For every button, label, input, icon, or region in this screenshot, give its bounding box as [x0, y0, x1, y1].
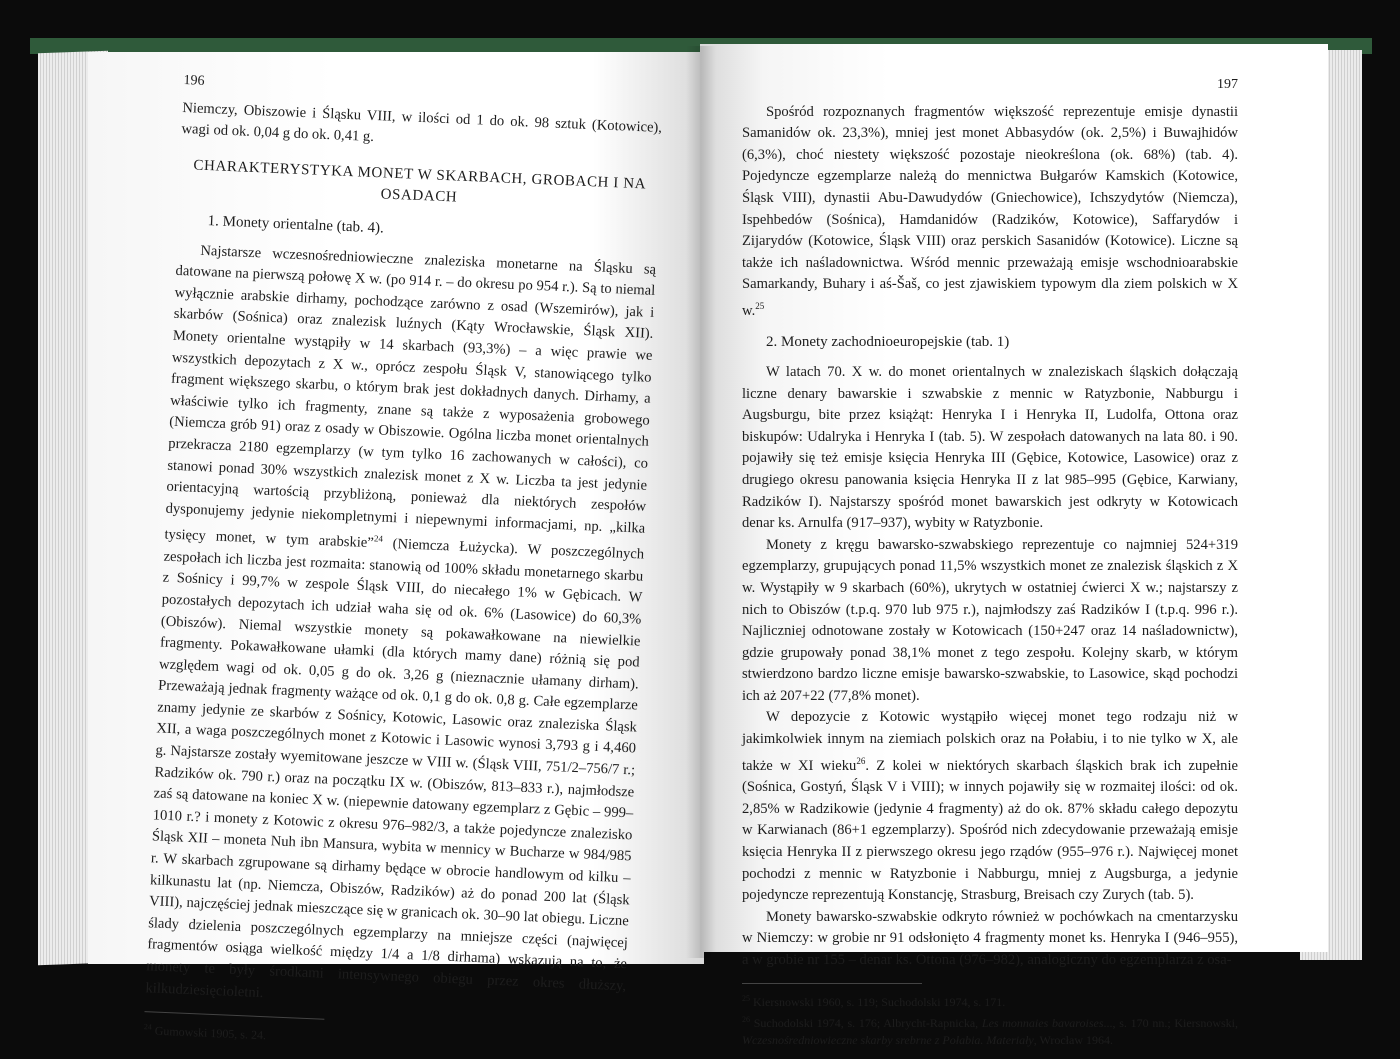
body-paragraph [145, 239, 656, 1019]
footnote-reference: 26 [856, 755, 866, 766]
section-heading-zachodnioeuropejskie: 2. Monety zachodnioeuropejskie (tab. 1) [766, 334, 1010, 351]
chapter-heading: CHARAKTERYSTYKA MONET W SKARBACH, GROBACH I NA OSADACH [193, 157, 647, 206]
footnote [143, 1018, 623, 1059]
left-page [88, 52, 704, 1043]
body-paragraph: W latach 70. X w. do monet orientalnych w znaleziskach śląskich dołączają liczne denary bawarskie i szwabskie z mennic w Ratyzbonie, Nabburgu i Augsburgu, bite przez książąt: Henryka I i Henryka II, Ludolfa, Ottona oraz biskupów: Udalryka i Henryka I (tab. 5). W zespołach datowanych na lata 80. i 90. pojawiły się też emisje księcia Henryka III (Gębice, Kotowice, Lasowice) oraz z drugiego okresu panowania księcia Henryka II z lat 985–995 (Gębice, Karwiany, Radzików I). Najstarszy spośród monet bawarskich jest odkryty w Kotowicach denar ks. Arnulfa (917–937), wybity w Ratyzbonie. [742, 363, 1238, 532]
body-paragraph [742, 102, 1238, 323]
footnote-number: 25 [742, 994, 750, 1004]
paragraph-text: . Z kolei w niektórych skarbach śląskich brak ich zupełnie (Sośnica, Gostyń, Śląsk V i VIII); w innych pojawiły się w rozmaitej ilości: od ok. 2,85% w Radzikowie (jedynie 4 fragmenty) aż do ok. 87% składu całego depozytu w Karwianach (86+1 egzemplarzy). Spośród nich zdecydowanie przeważają emisje księcia Henryka II z pierwszego okresu jego rządów (955–976 r.). Najwięcej monet pochodzi z mennic w Ratyzbonie i Nabburgu, mniej z Augsburga, a jedynie pojedyncze reprezentują Konstancję, Strasburg, Breisach czy Zurych (tab. 5). [742, 757, 1238, 904]
book-gutter-shadow [686, 46, 716, 958]
paragraph-text: Spośród rozpoznanych fragmentów większość reprezentuje emisje dynastii Samanidów ok. 23,3%), mniej jest monet Abbasydów (ok. 2,5%) i Buwajhidów (6,3%), choć niestety większość pozostaje nieokreślona (ok. 68%) (tab. 4). Pojedyncze egzemplarze należą do mennictwa Bułgarów Kamskich (Kotowice, Śląsk VIII), dynastii Abu-Dawudydów (Gniechowice), Ichszydytów (Niemcza), Ispehbedów (Sośnica), Hamdanidów (Radzików, Kotowice), Saffarydów i Zijarydów (Kotowice, Śląsk VIII) oraz perskich Sasanidów (Kotowice). Liczne są także ich naśladownictwa. Wśród mennic przeważają emisje wschodnioarabskie Samarkandy, Buhary i aś-Šaš, co jest zjawiskiem typowym dla ziem polskich w X w. [742, 103, 1238, 319]
body-paragraph: Monety bawarsko-szwabskie odkryto również w pochówkach na cmentarzysku w Niemczy: w grobie nr 91 odsłonięto 4 fragmenty monet ks. Henryka I (946–955), a w grobie nr 155 – denar ks. Ottona (976–982), analogiczny do egzemplarza z osa- [742, 908, 1238, 968]
paragraph-text: (Niemcza Łużycka). W poszczególnych zespołach ich liczba jest rozmaita: stanowią od 100% składu monetarnego skarbu z Sośnicy i 99,7% w zespole Śląsk VIII, do niecałego 1% w Gębicach. W pozostałych depozytach ich udział waha się od ok. 6% (Lasowice) do 60,3% (Obiszów). Niemal wszystkie monety są pokawałkowane na niewielkie fragmenty. Pokawałkowane ułamki (dla których mamy dane) różnią się pod względem wagi od ok. 0,05 g do ok. 3,26 g (nieznacznie ułamany dirham). Przeważają jednak fragmenty ważące od ok. 0,1 g do ok. 0,8 g. Całe egzemplarze znamy jedynie ze skarbów z Sośnicy, Kotowic, Lasowic oraz znaleziska Śląsk XII, a waga poszczególnych monet z Kotowic i Lasowic wynosi 3,793 g i 4,460 g. Najstarsze zostały wyemitowane jeszcze w VIII w. (Śląsk VIII, 751/2–756/7 r.; Radzików ok. 790 r.) oraz na początku IX w. (Obiszów, 813–833 r.), najmłodsze zaś są datowane na koniec X w. (niepewnie datowany egzemplarz z Gębic – 999–1010 r.? i monety z Kotowic z okresu 976–982/3, a także pojedyncze znalezisko Śląsk XII – moneta Nuh ibn Mansura, wybita w mennicy w Bucharze w 984/985 r. W skarbach zgrupowane są dirhamy będące w obrocie handlowym od kilku – kilkunastu lat (np. Niemcza, Obiszów, Radzików) aż do ponad 200 lat (Śląsk VIII), najczęściej jednak mieszczące się w granicach ok. 30–90 lat obiegu. Liczne ślady dzielenia poszczególnych egzemplarzy na mniejsze części (najwięcej fragmentów osiąga wielkość między 1/4 a 1/8 dirhama) wskazują na to, że monety te były środkami intensywnego obiegu przez okres dłuższy, kilkudziesięcioletni. [145, 535, 645, 1001]
body-paragraph [742, 707, 1238, 906]
right-page-content [742, 74, 1238, 1049]
footnote-reference: 25 [755, 300, 765, 311]
footnote-title: Les monnaies bavaroises [981, 1016, 1104, 1031]
page-number-left: 196 [183, 72, 205, 89]
footnote-text: , Wrocław 1964. [1033, 1033, 1114, 1048]
page-number-right: 197 [1217, 77, 1238, 92]
right-page [700, 44, 1328, 1048]
footnote-text: Kiersnowski 1960, s. 119; Suchodolski 1974, s. 171. [753, 995, 1006, 1010]
footnote [742, 1011, 1238, 1049]
paragraph-text: Najstarsze wczesnośredniowieczne znaleziska monetarne na Śląsku są datowane na pierwszą połowę X w. (po 914 r. – do okresu po 954 r.). Są to niemal wyłącznie arabskie dirhamy, pochodzące zarówno z osad (Wszemirów), jak i skarbów (Sośnica) oraz znalezisk luźnych (Kąty Wrocławskie, Śląsk XII). Monety orientalne wystąpiły w 14 skarbach (93,3%) – a więc prawie we wszystkich depozytach z X w., oprócz zespołu Śląsk V, stanowiącego tylko fragment większego skarbu, o którym brak jest dokładnych danych. Dirhamy, a właściwie tylko ich fragmenty, znane są także z wyposażenia grobowego (Niemcza grób 91) oraz z osady w Obiszowie. Ogólna liczba monet orientalnych przekracza 2180 egzemplarzy (w tym tylko 16 zachowanych w całości), co stanowi ponad 30% wszystkich znalezisk monet z X w. Liczba ta jest jedynie orientacyjną wartością przybliżoną, ponieważ dla niektórych zespołów dysponujemy jedynie niekompletnymi i niepewnymi informacjami, np. „kilka tysięcy monet, w tym arabskie” [164, 242, 657, 552]
left-page-content [143, 70, 663, 1059]
footnote-reference: 24 [373, 533, 384, 545]
footnote-text: Suchodolski 1974, s. 176; Albrycht-Rapnicka, [753, 1016, 982, 1031]
opening-paragraph: Niemczy, Obiszowie i Śląsku VIII, w ilości od 1 do ok. 98 sztuk (Kotowice), wagi od ok. 0,04 g do ok. 0,41 g. [181, 99, 663, 146]
footnote-number: 24 [143, 1022, 153, 1032]
footnote-number: 26 [742, 1015, 750, 1025]
paragraph-text: W depozycie z Kotowic wystąpiło więcej monet tego rodzaju niż w jakimkolwiek innym na ziemiach polskich oraz na Połabiu, i to nie tylko w X, ale także w XI wieku [742, 709, 1238, 774]
footnote-title: Wczesnośredniowieczne skarby srebrne z Połabia. Materiały [742, 1033, 1034, 1048]
body-paragraph: Monety z kręgu bawarsko-szwabskiego reprezentuje co najmniej 524+319 egzemplarzy, grupujących ponad 11,5% wszystkich monet ze znalezisk śląskich z X w. Wystąpiły w 9 skarbach (60%), ukrytych w ostatniej ćwierci X w.; najstarszy z nich to Obiszów (t.p.q. 970 lub 975 r.), najmłodszy zaś Radzików I (t.p.q. 996 r.). Najliczniej odnotowane zostały w Kotowicach (150+247 oraz 14 naśladownictw), gdzie grupowały ponad 38,1% monet z tego zespołu. Kolejny skarb, w którym stwierdzono bardzo liczne emisje bawarsko-szwabskie, to Lasowice, skąd pochodzi ich aż 207+22 (77,8% monet). [742, 536, 1238, 704]
section-heading-orientalne: 1. Monety orientalne (tab. 4). [207, 213, 385, 237]
footnote-text: Gumowski 1905, s. 24. [154, 1023, 267, 1043]
footnote-text: ..., s. 170 nn.; Kiersnowski, [1103, 1016, 1239, 1031]
footnote [742, 990, 1238, 1011]
footnote-divider [742, 983, 922, 984]
